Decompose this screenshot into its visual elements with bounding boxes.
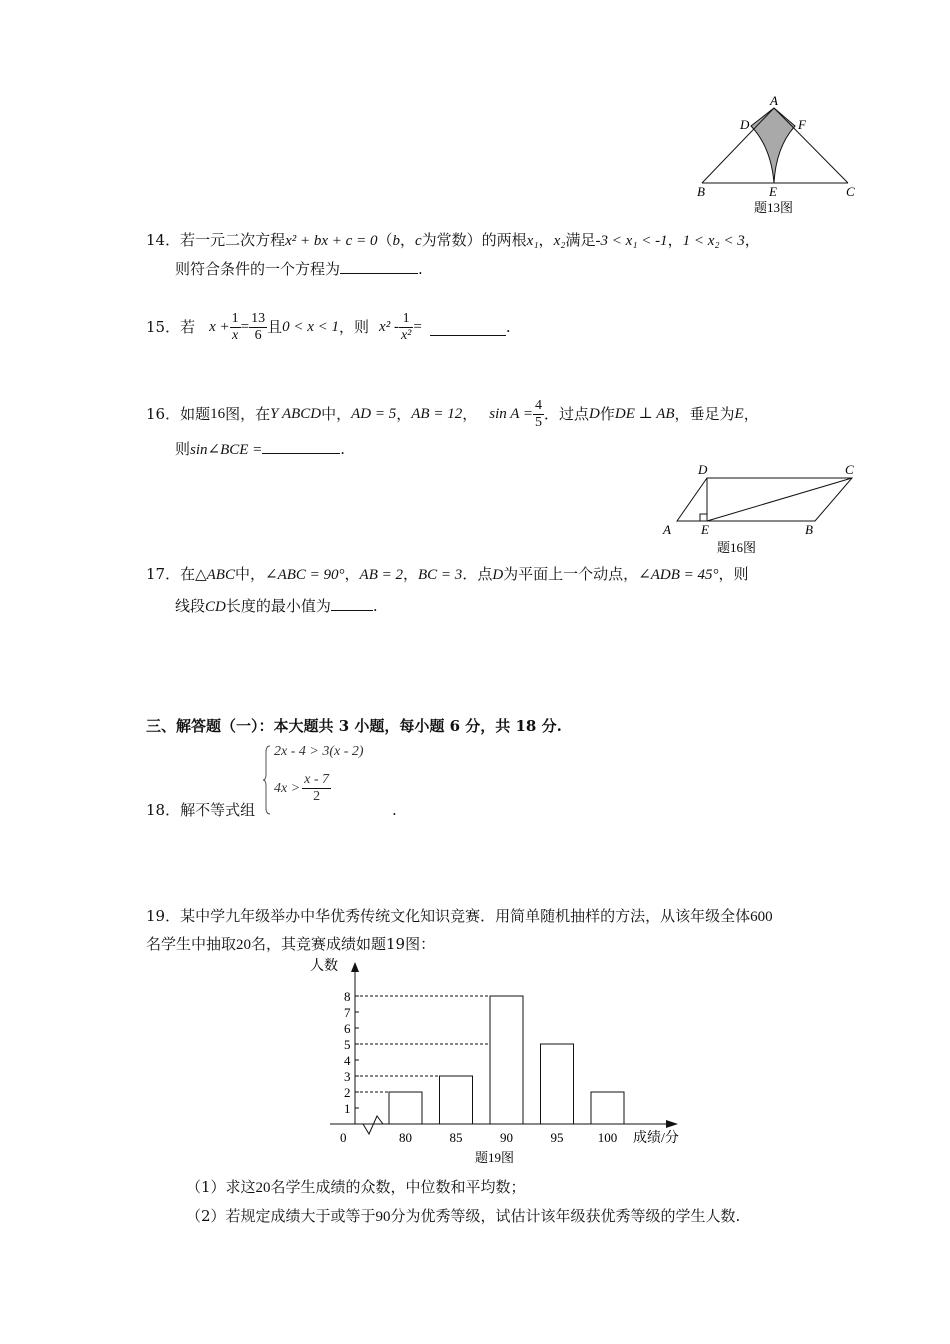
question-16-number: 16． xyxy=(146,405,181,423)
inequality-system xyxy=(262,744,402,820)
question-19-sub-1: （1）求这20名学生成绩的众数，中位数和平均数； xyxy=(186,1178,526,1196)
label-B: B xyxy=(697,184,705,199)
x-tick-label: 95 xyxy=(550,1130,564,1145)
shaded-region xyxy=(751,108,795,183)
y-tick-label: 7 xyxy=(344,1005,351,1020)
fraction-4-over-5: $\frac{4}{5}$ xyxy=(534,397,542,430)
question-19-line-2: 名学生中抽取20名，其竞赛成绩如题19图： xyxy=(146,935,436,953)
label-D: D xyxy=(740,117,750,132)
fraction-1-over-x-squared: $\frac{1}{\text{x²}}$ xyxy=(400,310,412,343)
label-E: E xyxy=(769,184,777,199)
y-tick-label: 3 xyxy=(344,1069,351,1084)
question-17-line-2: 线段CD长度的最小值为 . xyxy=(175,594,378,617)
inequality-2: 4x > $\frac{x - 7}{2}$ xyxy=(274,772,330,804)
section-3-heading: 三、解答题（一）：本大题共 3 小题，每小题 6 分，共 18 分. xyxy=(146,717,562,735)
label-E: E xyxy=(701,522,709,537)
histogram-figure-19 xyxy=(300,950,700,1175)
question-14-number: 14． xyxy=(146,231,181,249)
inequality-1: 2x - 4 > 3(x - 2) xyxy=(274,744,364,759)
question-14: 14．若一元二次方程x² + bx + c = 0（b，c为常数）的两根x₁，x₂满足-3 < x₁ < -1，1 < x₂ < 3， xyxy=(146,231,760,249)
question-17-number: 17． xyxy=(146,565,181,583)
chart-caption: 题19图 xyxy=(475,1150,515,1165)
figure-13 xyxy=(690,92,865,222)
fraction-x-minus-7-over-2: $\frac{x - 7}{2}$ xyxy=(304,772,330,804)
answer-blank-14[interactable] xyxy=(340,257,418,274)
label-F: F xyxy=(798,117,806,132)
y-tick-label: 2 xyxy=(344,1085,351,1100)
x-tick-label: 80 xyxy=(399,1130,412,1145)
question-19-sub-2: （2）若规定成绩大于或等于90分为优秀等级，试估计该年级获优秀等级的学生人数. xyxy=(186,1207,741,1225)
y-axis-arrow xyxy=(351,962,359,972)
x-tick-label: 90 xyxy=(500,1130,513,1145)
figure-13-caption: 题13图 xyxy=(754,200,794,215)
bar xyxy=(440,1076,473,1124)
label-B: B xyxy=(805,522,813,537)
fraction-13-over-6: $\frac{13}{6}$ xyxy=(251,310,266,343)
fraction-1-over-x: $\frac{1}{x}$ xyxy=(231,310,239,343)
label-D: D xyxy=(698,462,708,477)
label-A: A xyxy=(663,522,671,537)
y-axis-label: 人数 xyxy=(310,959,338,974)
question-18-end: . xyxy=(392,801,397,819)
answer-blank-16[interactable] xyxy=(262,437,340,454)
y-tick-label: 8 xyxy=(344,989,351,1004)
left-brace xyxy=(262,744,272,816)
axis-break xyxy=(363,1116,383,1134)
bar xyxy=(591,1092,624,1124)
parallelogram-symbol: Y ABCD xyxy=(270,406,322,422)
bar xyxy=(490,996,523,1124)
question-19-number: 19． xyxy=(146,907,181,925)
question-15-number: 15． xyxy=(146,318,181,336)
bar xyxy=(389,1092,422,1124)
y-tick-label: 5 xyxy=(344,1037,351,1052)
answer-blank-17[interactable] xyxy=(331,594,373,611)
x-tick-label: 85 xyxy=(449,1130,463,1145)
x-axis-label: 成绩/分 xyxy=(633,1131,679,1146)
question-18: 18．解不等式组 xyxy=(146,801,256,819)
label-A: A xyxy=(770,93,778,108)
q14-equation: x² + bx + c = 0 xyxy=(285,233,378,249)
question-15: 15． 若 x + $\frac{1}{x}$ = $\frac{13}{6}$ 且 0 < x < 1 ，则 x² - $\frac{1}{\text{x²}}$ = . xyxy=(146,310,511,343)
x-axis-arrow xyxy=(666,1120,678,1128)
x-tick-label: 100 xyxy=(597,1130,618,1145)
question-16-line-2: 则sin∠BCE = . xyxy=(175,437,345,460)
question-19: 19．某中学九年级举办中华优秀传统文化知识竞赛．用简单随机抽样的方法，从该年级全体600 xyxy=(146,907,773,925)
figure-16 xyxy=(655,460,860,560)
y-tick-label: 6 xyxy=(344,1021,351,1036)
label-C: C xyxy=(846,184,855,199)
question-16: 16． 如题 16 图，在 Y ABCD 中， AD = 5 ， AB = 12 ， sin A = $\frac{4}{5}$ ．过点 D 作 DE ⊥ AB ，垂足为 E ， xyxy=(146,397,759,430)
question-14-line-2: 则符合条件的一个方程为 . xyxy=(175,257,423,279)
y-tick-label: 4 xyxy=(344,1053,351,1068)
q14-condition-2: 1 < x₂ < 3 xyxy=(682,233,745,249)
y-tick-label: 1 xyxy=(344,1101,351,1116)
figure-16-caption: 题16图 xyxy=(717,540,757,555)
origin-label: 0 xyxy=(340,1130,347,1145)
bar xyxy=(541,1044,574,1124)
question-18-number: 18． xyxy=(146,801,181,819)
q14-text-1: 若一元二次方程 xyxy=(180,231,286,249)
question-17: 17．在△ABC中，∠ABC = 90°，AB = 2，BC = 3．点D为平面上一个动点，∠ADB = 45°，则 xyxy=(146,565,749,583)
answer-blank-15[interactable] xyxy=(430,319,506,336)
label-C: C xyxy=(845,462,854,477)
q14-condition-1: -3 < x₁ < -1 xyxy=(595,233,668,249)
